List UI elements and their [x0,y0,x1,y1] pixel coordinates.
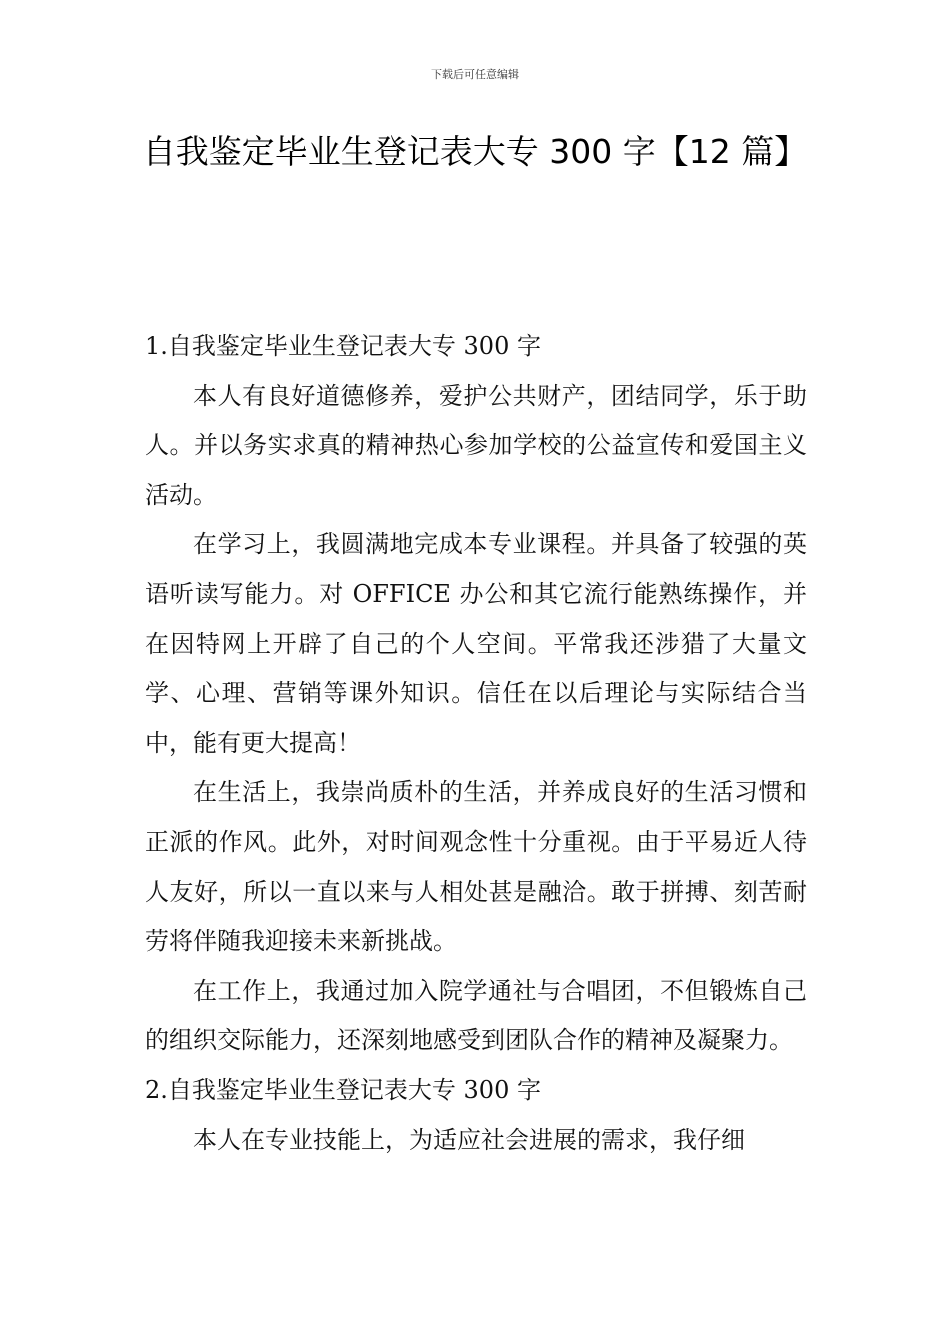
section-heading: 2.自我鉴定毕业生登记表大专 300 字 [145,1075,541,1104]
paragraph: 在学习上，我圆满地完成本专业课程。并具备了较强的英语听读写能力。对 OFFICE 办公和其它流行能熟练操作，并在因特网上开辟了自己的个人空间。平常我还涉猎了大量文学、心理、营销等课外知识。信任在以后理论与实际结合当中，能有更大提高！ [145,530,807,757]
paragraph: 本人在专业技能上，为适应社会进展的需求，我仔细 [193,1125,745,1154]
paragraph: 在生活上，我崇尚质朴的生活，并养成良好的生活习惯和正派的作风。此外，对时间观念性十分重视。由于平易近人待人友好，所以一直以来与人相处甚是融洽。敢于拼搏、刻苦耐劳将伴随我迎接未来新挑战。 [145,778,807,956]
document-body [145,322,807,1165]
document-title: 自我鉴定毕业生登记表大专 300 字【12 篇】 [142,132,808,171]
paragraph: 在工作上，我通过加入院学通社与合唱团，不但锻炼自己的组织交际能力，还深刻地感受到团队合作的精神及凝聚力。 [145,976,807,1055]
section-heading: 1.自我鉴定毕业生登记表大专 300 字 [145,332,541,360]
header-note: 下载后可任意编辑 [431,68,519,81]
paragraph: 本人有良好道德修养，爱护公共财产，团结同学，乐于助人。并以务实求真的精神热心参加学校的公益宣传和爱国主义活动。 [145,381,807,509]
